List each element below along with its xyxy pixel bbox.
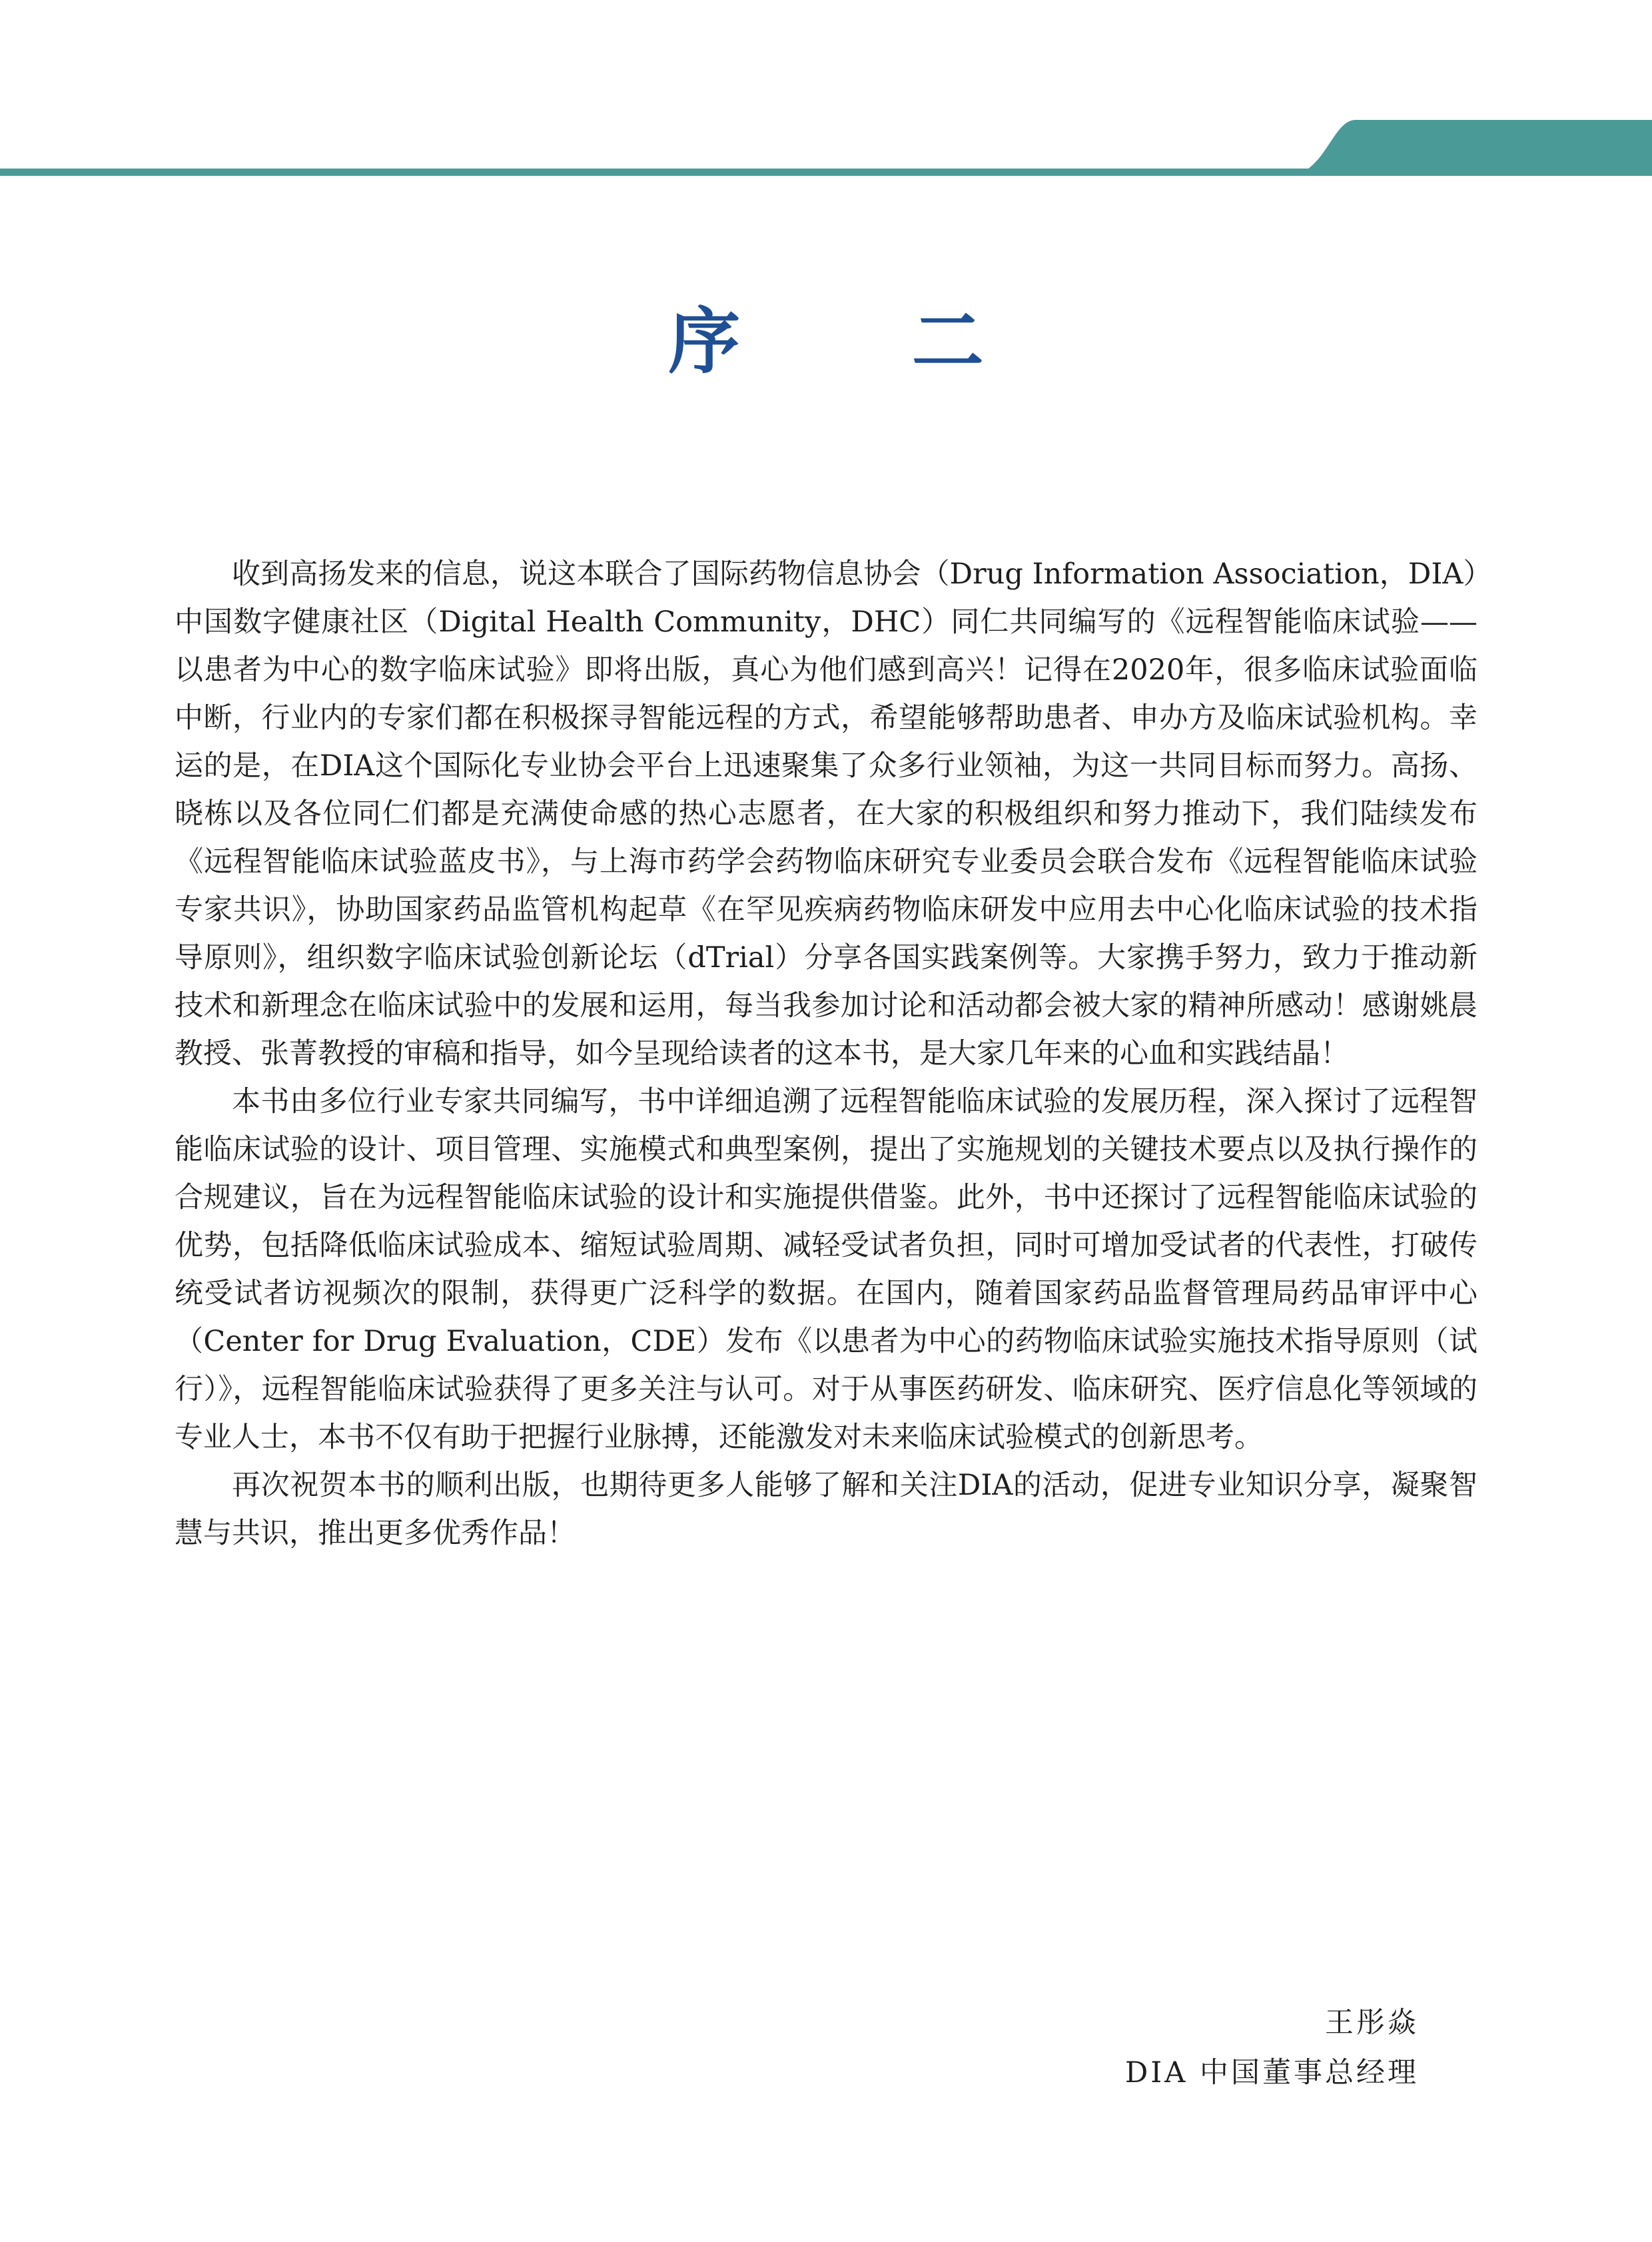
body-text: [175, 550, 1477, 1557]
paragraph: 收到高扬发来的信息，说这本联合了国际药物信息协会（Drug Information Association，DIA）中国数字健康社区（Digital Health Community，DHC）同仁共同编写的《远程智能临床试验——以患者为中心的数字临床试验》即将出版，真心为他们感到高兴！记得在2020年，很多临床试验面临中断，行业内的专家们都在积极探寻智能远程的方式，希望能够帮助患者、申办方及临床试验机构。幸运的是，在DIA这个国际化专业协会平台上迅速聚集了众多行业领袖，为这一共同目标而努力。高扬、晓栋以及各位同仁们都是充满使命感的热心志愿者，在大家的积极组织和努力推动下，我们陆续发布《远程智能临床试验蓝皮书》，与上海市药学会药物临床研究专业委员会联合发布《远程智能临床试验专家共识》，协助国家药品监管机构起草《在罕见疾病药物临床研发中应用去中心化临床试验的技术指导原则》，组织数字临床试验创新论坛（dTrial）分享各国实践案例等。大家携手努力，致力于推动新技术和新理念在临床试验中的发展和运用，每当我参加讨论和活动都会被大家的精神所感动！感谢姚晨教授、张菁教授的审稿和指导，如今呈现给读者的这本书，是大家几年来的心血和实践结晶！: [175, 558, 1477, 1070]
paragraph: 再次祝贺本书的顺利出版，也期待更多人能够了解和关注DIA的活动，促进专业知识分享，凝聚智慧与共识，推出更多优秀作品！: [175, 1469, 1477, 1550]
paragraph: 本书由多位行业专家共同编写，书中详细追溯了远程智能临床试验的发展历程，深入探讨了远程智能临床试验的设计、项目管理、实施模式和典型案例，提出了实施规划的关键技术要点以及执行操作的合规建议，旨在为远程智能临床试验的设计和实施提供借鉴。此外，书中还探讨了远程智能临床试验的优势，包括降低临床试验成本、缩短试验周期、减轻受试者负担，同时可增加受试者的代表性，打破传统受试者访视频次的限制，获得更广泛科学的数据。在国内，随着国家药品监督管理局药品审评中心（Center for Drug Evaluation，CDE）发布《以患者为中心的药物临床试验实施技术指导原则（试行）》，远程智能临床试验获得了更多关注与认可。对于从事医药研发、临床研究、医疗信息化等领域的专业人士，本书不仅有助于把握行业脉搏，还能激发对未来临床试验模式的创新思考。: [175, 1085, 1477, 1454]
page-title: 序 二: [668, 300, 1057, 384]
signature: [1125, 1998, 1419, 2098]
header-tab: [1289, 120, 1652, 176]
signature-name: 王彤焱: [1325, 2006, 1419, 2040]
signature-title: DIA 中国董事总经理: [1124, 2056, 1419, 2089]
header-band: [0, 0, 1652, 180]
